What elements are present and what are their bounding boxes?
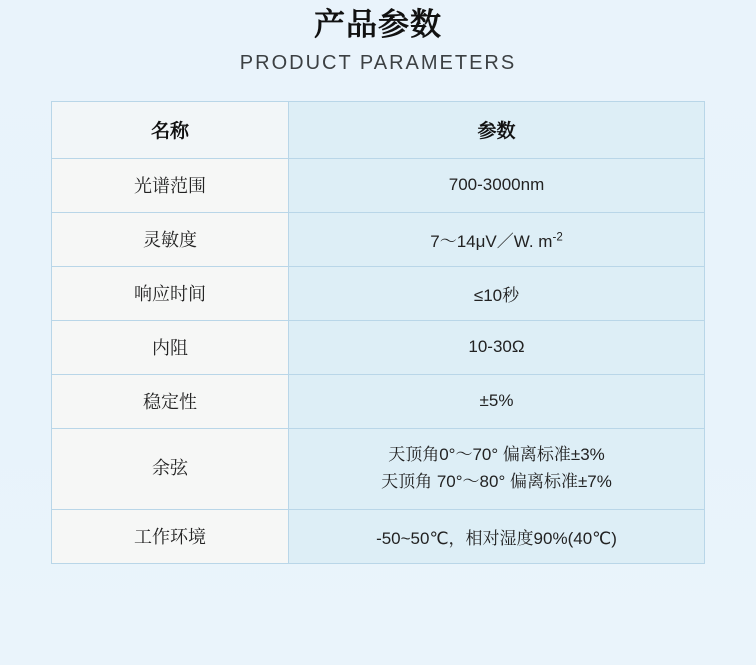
table-row (52, 158, 705, 212)
row-name: 光谱范围 (52, 158, 289, 212)
column-header-value: 参数 (289, 101, 705, 158)
row-value: 700-3000nm (289, 158, 705, 212)
table-row (52, 374, 705, 428)
column-header-name: 名称 (52, 101, 289, 158)
row-value-line-1: 天顶角0°～70° 偏离标准±3% (388, 445, 605, 465)
row-value: ±5% (289, 374, 705, 428)
row-value: 10-30Ω (289, 320, 705, 374)
table-row (52, 212, 705, 266)
row-name: 余弦 (52, 428, 289, 509)
row-name: 稳定性 (52, 374, 289, 428)
parameters-table-container (51, 101, 705, 564)
table-row (52, 320, 705, 374)
row-value: -50~50℃，相对湿度90%(40℃) (289, 509, 705, 563)
table-row (52, 509, 705, 563)
parameters-table (51, 101, 705, 564)
row-value (289, 428, 705, 509)
row-value-text: 7～14μV／W. m (430, 231, 553, 251)
row-value: ≤10秒 (289, 266, 705, 320)
table-row (52, 428, 705, 509)
row-value (289, 212, 705, 266)
row-name: 内阻 (52, 320, 289, 374)
row-value-superscript: -2 (552, 231, 563, 244)
row-name: 灵敏度 (52, 212, 289, 266)
row-name: 响应时间 (52, 266, 289, 320)
page-title: 产品参数 (314, 7, 442, 42)
table-header (52, 101, 705, 158)
table-row (52, 266, 705, 320)
page-header (0, 0, 756, 75)
page-subtitle: PRODUCT PARAMETERS (239, 51, 517, 74)
row-name: 工作环境 (52, 509, 289, 563)
table-header-row (52, 101, 705, 158)
table-body (52, 158, 705, 563)
row-value-line-2: 天顶角 70°～80° 偏离标准±7% (381, 471, 612, 491)
